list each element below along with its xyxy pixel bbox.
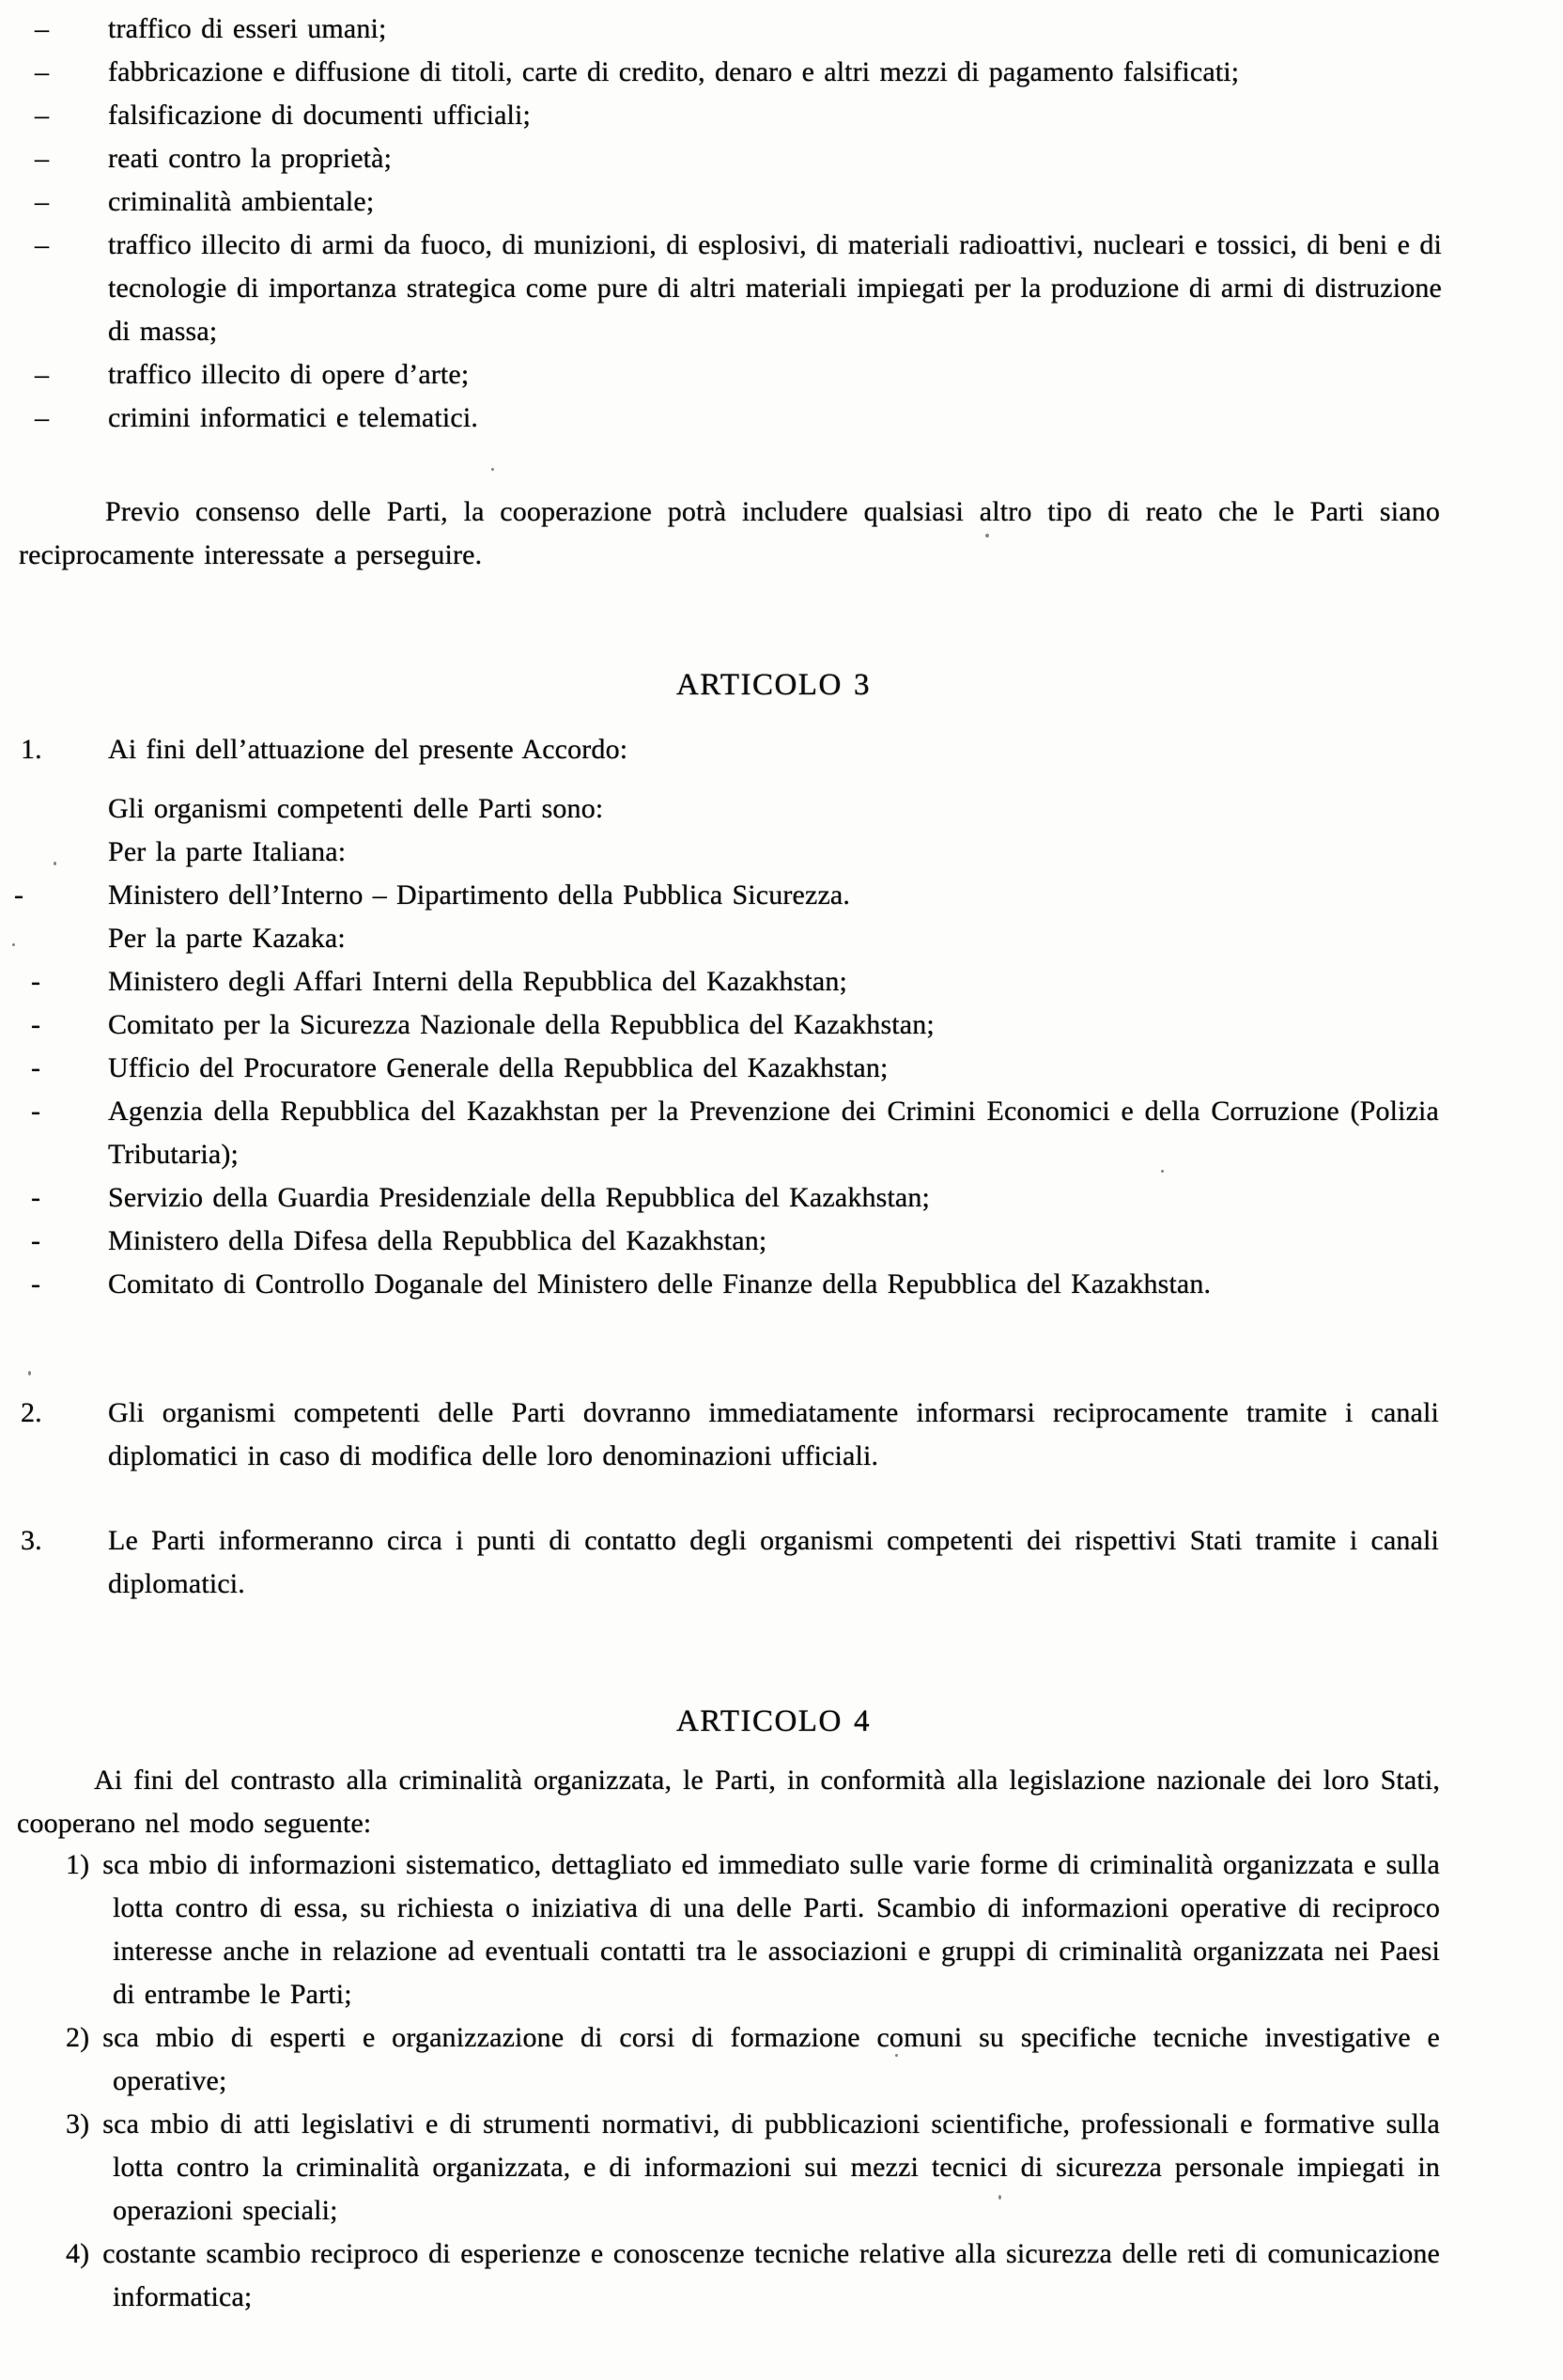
crime-list <box>35 8 1442 440</box>
scan-speck <box>895 2054 898 2057</box>
dash-bullet: – <box>35 186 50 217</box>
dash-bullet: - <box>31 1225 41 1256</box>
list-item <box>31 1090 1439 1176</box>
articolo-3-clause-2 <box>21 1392 1439 1478</box>
point-text: sca mbio di informazioni sistematico, dettagliato ed immediato sulle varie forme di criminalità organizzata e sulla lotta contro di essa, su richiesta o iniziativa di una delle Parti. Scambio di informazioni operative di reciproco interesse anche in relazione ad eventuali contatti tra le associazioni e gruppi di criminalità organizzata nei Paesi di entrambe le Parti; <box>102 1849 1440 2010</box>
list-item-text: criminalità ambientale; <box>108 186 375 217</box>
clause-number: 1. <box>21 734 42 765</box>
articolo-3-clause-1 <box>21 728 1439 771</box>
articolo-3-clause-3 <box>21 1519 1439 1606</box>
list-item <box>35 94 1442 137</box>
consent-paragraph: Previo consenso delle Parti, la cooperazione potrà includere qualsiasi altro tipo di reato che le Parti siano reciprocamente interessate a perseguire. <box>19 496 1440 570</box>
dash-bullet: – <box>35 143 50 174</box>
clause-text: Gli organismi competenti delle Parti dovranno immediatamente informarsi reciprocamente tramite i canali diplomatici in caso di modifica delle loro denominazioni ufficiali. <box>108 1397 1439 1471</box>
bodies-intro: Gli organismi competenti delle Parti sono: <box>108 793 604 824</box>
clause-text: Ai fini dell’attuazione del presente Accordo: <box>108 734 628 765</box>
dash-bullet: - <box>31 1052 41 1083</box>
list-item-text: Ufficio del Procuratore Generale della Repubblica del Kazakhstan; <box>108 1052 889 1083</box>
list-item <box>35 224 1442 353</box>
scan-speck <box>1161 1170 1164 1173</box>
scan-speck <box>998 2195 1001 2200</box>
numbered-point <box>66 2016 1440 2103</box>
scan-speck <box>985 534 989 537</box>
list-item <box>31 1263 1439 1306</box>
clause-number: 2. <box>21 1397 42 1428</box>
list-item-text: Comitato per la Sicurezza Nazionale della Repubblica del Kazakhstan; <box>108 1009 935 1040</box>
point-number: 4) <box>66 2238 90 2269</box>
list-item <box>35 51 1442 94</box>
numbered-point <box>66 2103 1440 2232</box>
numbered-point <box>66 2232 1440 2319</box>
articolo-4-title: ARTICOLO 4 <box>675 1704 872 1738</box>
dash-bullet: – <box>35 56 50 87</box>
list-item <box>35 8 1442 51</box>
point-text: sca mbio di atti legislativi e di strumenti normativi, di pubblicazioni scientifiche, professionali e formative sulla lotta contro la criminalità organizzata, e di informazioni sui mezzi tecnici di sicurezza personale impiegati in operazioni speciali; <box>102 2108 1440 2226</box>
point-number: 2) <box>66 2022 90 2053</box>
list-item-text: falsificazione di documenti ufficiali; <box>108 100 531 131</box>
dash-bullet: - <box>14 879 24 910</box>
clause-number: 3. <box>21 1525 42 1556</box>
dash-bullet: - <box>31 1009 41 1040</box>
dash-bullet: - <box>31 1268 41 1299</box>
point-number: 1) <box>66 1849 90 1880</box>
list-item <box>35 397 1442 440</box>
italian-party-label: Per la parte Italiana: <box>108 836 347 867</box>
list-item <box>31 1176 1439 1220</box>
clause-text: Le Parti informeranno circa i punti di contatto degli organismi competenti dei rispettivi Stati tramite i canali diplomatici. <box>108 1525 1439 1599</box>
list-item-text: crimini informatici e telematici. <box>108 402 478 433</box>
articolo-3-bodies <box>14 787 1439 1306</box>
scan-speck <box>28 1371 31 1376</box>
list-item-text: Comitato di Controllo Doganale del Ministero delle Finanze della Repubblica del Kazakhstan. <box>108 1268 1212 1299</box>
list-item <box>31 1047 1439 1090</box>
dash-bullet: - <box>31 1096 41 1127</box>
articolo-4-intro: Ai fini del contrasto alla criminalità organizzata, le Parti, in conformità alla legislazione nazionale dei loro Stati, cooperano nel modo seguente: <box>17 1765 1440 1839</box>
list-item-text: Ministero dell’Interno – Dipartimento della Pubblica Sicurezza. <box>108 879 851 910</box>
list-item-text: traffico di esseri umani; <box>108 13 387 44</box>
list-item-text: Servizio della Guardia Presidenziale della Repubblica del Kazakhstan; <box>108 1182 931 1213</box>
list-item <box>35 353 1442 397</box>
scan-speck <box>12 943 15 946</box>
dash-bullet: – <box>35 359 50 390</box>
articolo-4-points <box>66 1843 1440 2319</box>
scan-speck <box>491 468 494 471</box>
list-item-text: fabbricazione e diffusione di titoli, carte di credito, denaro e altri mezzi di pagamento falsificati; <box>108 56 1240 87</box>
point-text: costante scambio reciproco di esperienze e conoscenze tecniche relative alla sicurezza delle reti di comunicazione informatica; <box>102 2238 1440 2312</box>
dash-bullet: – <box>35 229 50 260</box>
list-item-text: traffico illecito di armi da fuoco, di munizioni, di esplosivi, di materiali radioattivi, nucleari e tossici, di beni e di tecnologie di importanza strategica come pure di altri materiali impiegati per la produzione di armi di distruzione di massa; <box>108 229 1442 347</box>
list-item <box>31 1003 1439 1047</box>
numbered-point <box>66 1843 1440 2016</box>
list-item <box>31 1220 1439 1263</box>
dash-bullet: – <box>35 402 50 433</box>
list-item-text: reati contro la proprietà; <box>108 143 393 174</box>
list-item <box>35 137 1442 180</box>
list-item-text: traffico illecito di opere d’arte; <box>108 359 470 390</box>
list-item-text: Ministero della Difesa della Repubblica del Kazakhstan; <box>108 1225 767 1256</box>
dash-bullet: – <box>35 100 50 131</box>
point-text: sca mbio di esperti e organizzazione di corsi di formazione comuni su specifiche tecniche investigative e operative; <box>102 2022 1440 2096</box>
dash-bullet: - <box>31 966 41 997</box>
list-item-text: Ministero degli Affari Interni della Repubblica del Kazakhstan; <box>108 966 847 997</box>
list-item <box>14 874 1439 917</box>
list-item-text: Agenzia della Repubblica del Kazakhstan per la Prevenzione dei Crimini Economici e della Corruzione (Polizia Tributaria); <box>108 1096 1439 1170</box>
list-item <box>31 960 1439 1003</box>
point-number: 3) <box>66 2108 90 2139</box>
scan-speck <box>54 862 56 865</box>
dash-bullet: - <box>31 1182 41 1213</box>
dash-bullet: – <box>35 13 50 44</box>
articolo-3-title: ARTICOLO 3 <box>675 668 872 702</box>
list-item <box>35 180 1442 224</box>
kazakh-party-label: Per la parte Kazaka: <box>108 923 346 954</box>
